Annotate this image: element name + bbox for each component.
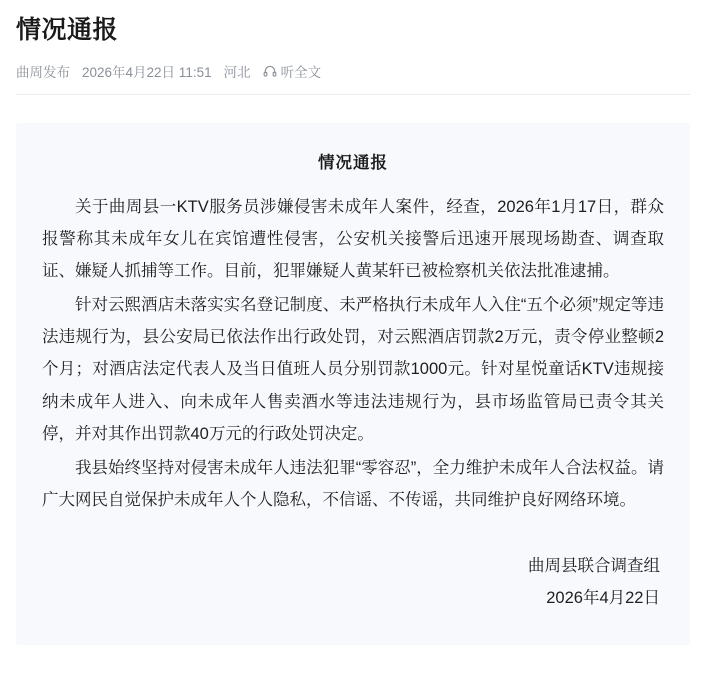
notice-heading: 情况通报 — [318, 153, 388, 172]
notice-paragraph: 我县始终坚持对侵害未成年人违法犯罪“零容忍”，全力维护未成年人合法权益。请广大网民自觉保护未成年人个人隐私，不信谣、不传谣，共同维护良好网络环境。 — [42, 458, 664, 510]
listen-full-text-button[interactable] — [263, 61, 322, 81]
page-title: 情况通报 — [16, 16, 119, 44]
listen-full-text-label: 听全文 — [280, 64, 322, 80]
notice-card — [16, 123, 690, 645]
headphones-icon — [263, 64, 277, 78]
article-header — [0, 0, 706, 95]
signature-date: 2026年4月22日 — [546, 589, 660, 608]
notice-signature — [42, 550, 664, 614]
signature-org: 曲周县联合调查组 — [528, 557, 660, 576]
article-location: 河北 — [223, 64, 251, 80]
notice-paragraph: 针对云熙酒店未落实实名登记制度、未严格执行未成年人入住“五个必须”规定等违法违规行为，县公安局已依法作出行政处罚，对云熙酒店罚款2万元，责令停业整顿2个月；对酒店法定代表人及当日值班人员分别罚款1000元。针对星悦童话KTV违规接纳未成年人进入、向未成年人售卖酒水等违法违规行为，县市场监管局已责令其关停，并对其作出罚款40万元的行政处罚决定。 — [42, 296, 664, 443]
article-body — [0, 95, 706, 645]
article-datetime: 2026年4月22日 11:51 — [82, 64, 212, 80]
notice-paragraph: 关于曲周县一KTV服务员涉嫌侵害未成年人案件，经查，2026年1月17日，群众报警称其未成年女儿在宾馆遭性侵害，公安机关接警后迅速开展现场勘查、调查取证、嫌疑人抓捕等工作。目前，犯罪嫌疑人黄某轩已被检察机关依法批准逮捕。 — [42, 197, 664, 280]
article-meta — [16, 61, 690, 95]
article-source: 曲周发布 — [16, 64, 70, 80]
